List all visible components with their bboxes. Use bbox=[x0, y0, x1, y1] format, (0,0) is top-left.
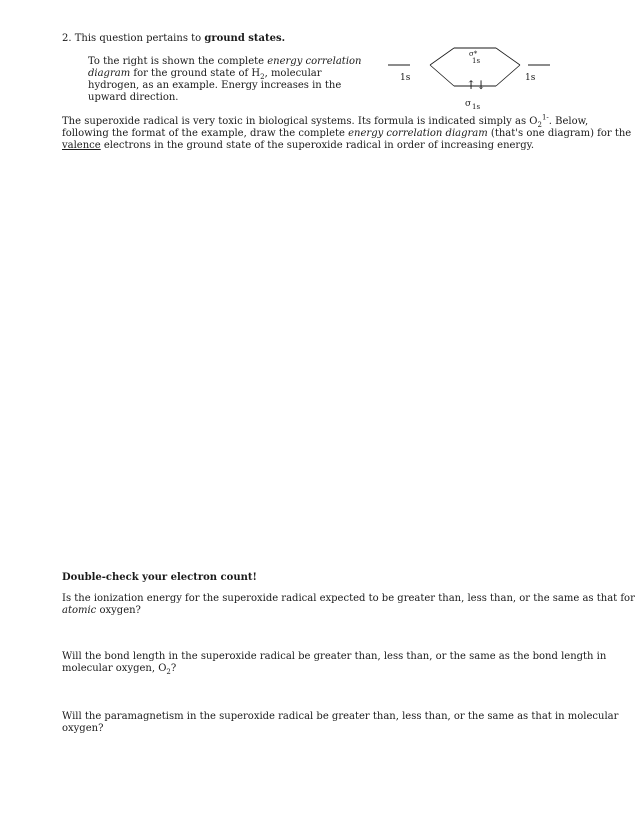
bonding-sub-label: 1s bbox=[472, 103, 481, 111]
bond-line-2-end: ? bbox=[170, 663, 177, 674]
superoxide-line-3-underlined: valence bbox=[62, 140, 101, 151]
para-line-1: Will the paramagnetism in the superoxide radical be greater than, less than, or the same as that in molecular bbox=[62, 711, 619, 722]
h2-diagram-svg bbox=[388, 44, 552, 114]
bond-length-question bbox=[62, 651, 607, 676]
bond-line-2 bbox=[62, 663, 592, 675]
superoxide-paragraph bbox=[62, 113, 632, 152]
question-intro: This question pertains to bbox=[74, 33, 202, 44]
bond-line-2-sub: 2 bbox=[166, 668, 171, 676]
left-label: 1s bbox=[400, 73, 411, 83]
ionization-italic: atomic bbox=[62, 605, 97, 616]
question-number: 2. bbox=[62, 33, 72, 44]
example-line-2 bbox=[88, 68, 388, 80]
superoxide-formula-charge: 1- bbox=[541, 113, 549, 122]
superoxide-line-1-text: The superoxide radical is very toxic in biological systems. Its formula is indicated simply as O bbox=[62, 116, 538, 127]
example-line-4: upward direction. bbox=[88, 92, 179, 103]
correlation-line-left-up bbox=[430, 48, 454, 65]
superoxide-line-2-text: following the format of the example, draw the complete bbox=[62, 128, 345, 139]
example-line-2-sub: 2 bbox=[260, 73, 265, 81]
antibonding-sub-label: 1s bbox=[472, 57, 481, 65]
antibonding-sigma-label: σ* bbox=[469, 50, 478, 58]
para-line-2: oxygen? bbox=[62, 723, 104, 734]
paramagnetism-question bbox=[62, 711, 619, 735]
superoxide-line-2-italic: energy correlation diagram bbox=[348, 128, 488, 139]
superoxide-line-3-text: electrons in the ground state of the superoxide radical in order of increasing energy. bbox=[103, 140, 535, 151]
question-header bbox=[62, 33, 285, 45]
example-line-2-end: , molecular bbox=[264, 68, 322, 79]
ionization-line-2-text: oxygen? bbox=[99, 605, 141, 616]
correlation-line-right-down bbox=[496, 65, 520, 86]
superoxide-line-2 bbox=[62, 128, 632, 140]
question-intro-bold: ground states. bbox=[204, 33, 286, 44]
example-line-2-text: for the ground state of H bbox=[133, 68, 261, 79]
example-line-1-italic: energy correlation bbox=[267, 56, 362, 67]
superoxide-line-3 bbox=[62, 140, 582, 152]
correlation-line-right-up bbox=[496, 48, 520, 65]
bond-line-2-text: molecular oxygen, O bbox=[62, 663, 167, 674]
superoxide-line-2-end: (that's one diagram) for the bbox=[490, 128, 632, 139]
bonding-electrons: ↑↓ bbox=[466, 78, 487, 92]
bonding-sigma-label: σ bbox=[465, 99, 472, 109]
ionization-line-2 bbox=[62, 605, 592, 617]
right-label: 1s bbox=[525, 73, 536, 83]
superoxide-formula-sub: 2 bbox=[537, 121, 542, 129]
superoxide-line-1 bbox=[62, 113, 589, 129]
ionization-question bbox=[62, 593, 635, 617]
example-line-1-text: To the right is shown the complete bbox=[88, 56, 265, 67]
example-line-1 bbox=[88, 56, 388, 68]
ionization-line-1: Is the ionization energy for the superoxide radical expected to be greater than, less than, or the same as that for bbox=[62, 593, 635, 604]
bond-line-1: Will the bond length in the superoxide radical be greater than, less than, or the same as the bond length in bbox=[62, 651, 607, 662]
example-paragraph bbox=[88, 56, 388, 104]
double-check-heading: Double-check your electron count! bbox=[62, 572, 257, 583]
example-line-2-italic: diagram bbox=[88, 68, 131, 79]
example-line-3: hydrogen, as an example. Energy increases in the bbox=[88, 80, 342, 91]
correlation-line-left-down bbox=[430, 65, 454, 86]
superoxide-line-1-end: . Below, bbox=[548, 116, 589, 127]
h2-energy-diagram bbox=[388, 44, 552, 114]
